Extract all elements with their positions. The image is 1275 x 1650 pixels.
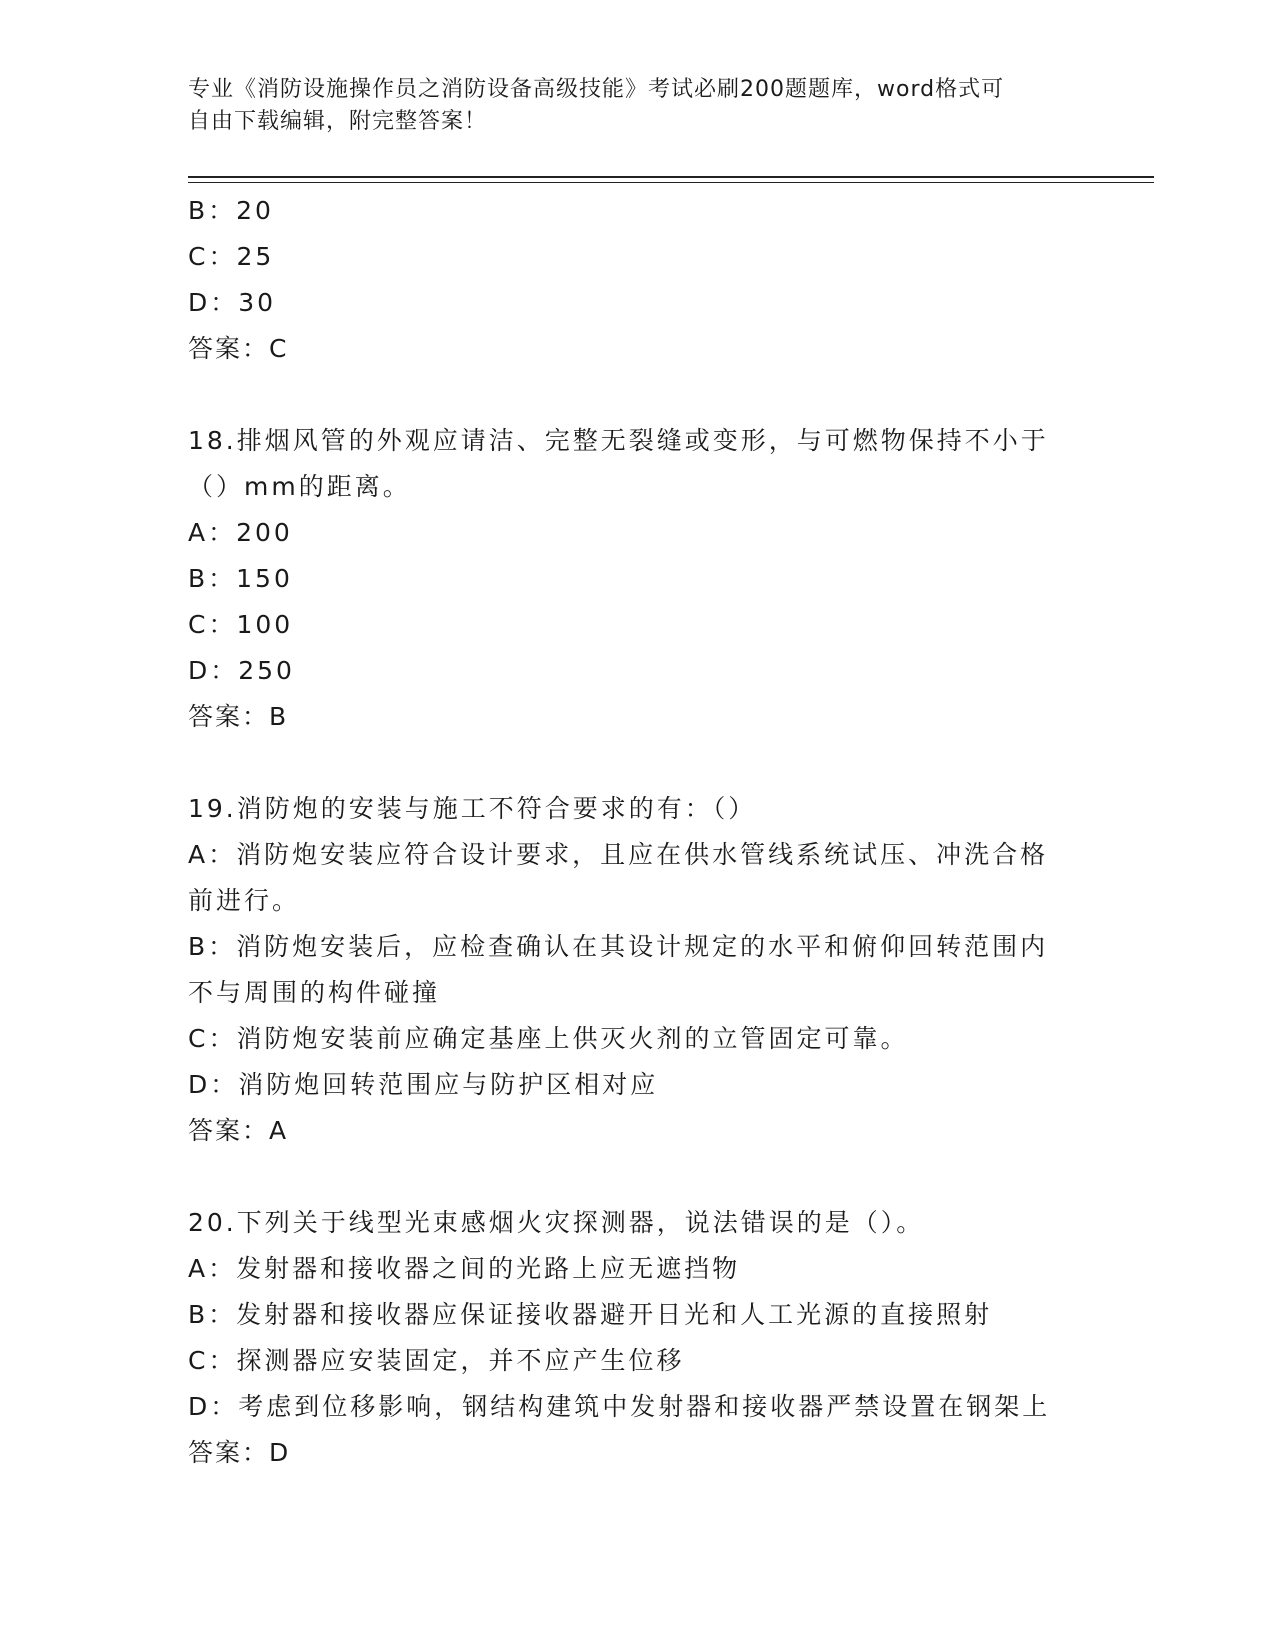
option-c: C：消防炮安装前应确定基座上供灭火剂的立管固定可靠。 <box>188 1024 909 1053</box>
question-stem: 20.下列关于线型光束感烟火灾探测器，说法错误的是（）。 <box>188 1208 925 1237</box>
option-c: C：25 <box>188 242 275 271</box>
option-b: B：发射器和接收器应保证接收器避开日光和人工光源的直接照射 <box>188 1300 993 1329</box>
option-d: D：250 <box>188 656 295 685</box>
spacer <box>188 740 1088 786</box>
question-stem: 19.消防炮的安装与施工不符合要求的有：（） <box>188 794 757 823</box>
option-d: D：考虑到位移影响，钢结构建筑中发射器和接收器严禁设置在钢架上 <box>188 1392 1051 1421</box>
option-b: B：150 <box>188 564 293 593</box>
answer: 答案：B <box>188 702 289 731</box>
question-20 <box>188 1200 1088 1476</box>
header-rule-thin <box>188 182 1154 183</box>
spacer <box>188 372 1088 418</box>
option-b: B：消防炮安装后，应检查确认在其设计规定的水平和俯仰回转范围内 <box>188 932 1049 961</box>
answer: 答案：A <box>188 1116 289 1145</box>
header-line-1: 专业《消防设施操作员之消防设备高级技能》考试必刷200题题库，word格式可 <box>188 77 1005 102</box>
header-rule-thick <box>188 176 1154 178</box>
option-b: B：20 <box>188 196 274 225</box>
spacer <box>188 1154 1088 1200</box>
option-d: D：消防炮回转范围应与防护区相对应 <box>188 1070 659 1099</box>
answer: 答案：C <box>188 334 289 363</box>
option-b-continued: 不与周围的构件碰撞 <box>188 978 441 1007</box>
option-d: D：30 <box>188 288 277 317</box>
option-c: C：100 <box>188 610 294 639</box>
question-18 <box>188 418 1088 740</box>
header-line-2: 自由下载编辑，附完整答案！ <box>188 109 488 134</box>
question-stem-continued: （）mm的距离。 <box>188 472 411 501</box>
option-a: A：发射器和接收器之间的光路上应无遮挡物 <box>188 1254 741 1283</box>
answer: 答案：D <box>188 1438 291 1467</box>
option-a: A：消防炮安装应符合设计要求，且应在供水管线系统试压、冲洗合格 <box>188 840 1049 869</box>
question-19 <box>188 786 1088 1154</box>
question-stem: 18.排烟风管的外观应请洁、完整无裂缝或变形，与可燃物保持不小于 <box>188 426 1049 455</box>
option-a-continued: 前进行。 <box>188 886 301 915</box>
previous-question-tail <box>188 188 1088 372</box>
question-content <box>188 188 1088 1476</box>
option-c: C：探测器应安装固定，并不应产生位移 <box>188 1346 685 1375</box>
document-header <box>188 74 1068 138</box>
option-a: A：200 <box>188 518 293 547</box>
